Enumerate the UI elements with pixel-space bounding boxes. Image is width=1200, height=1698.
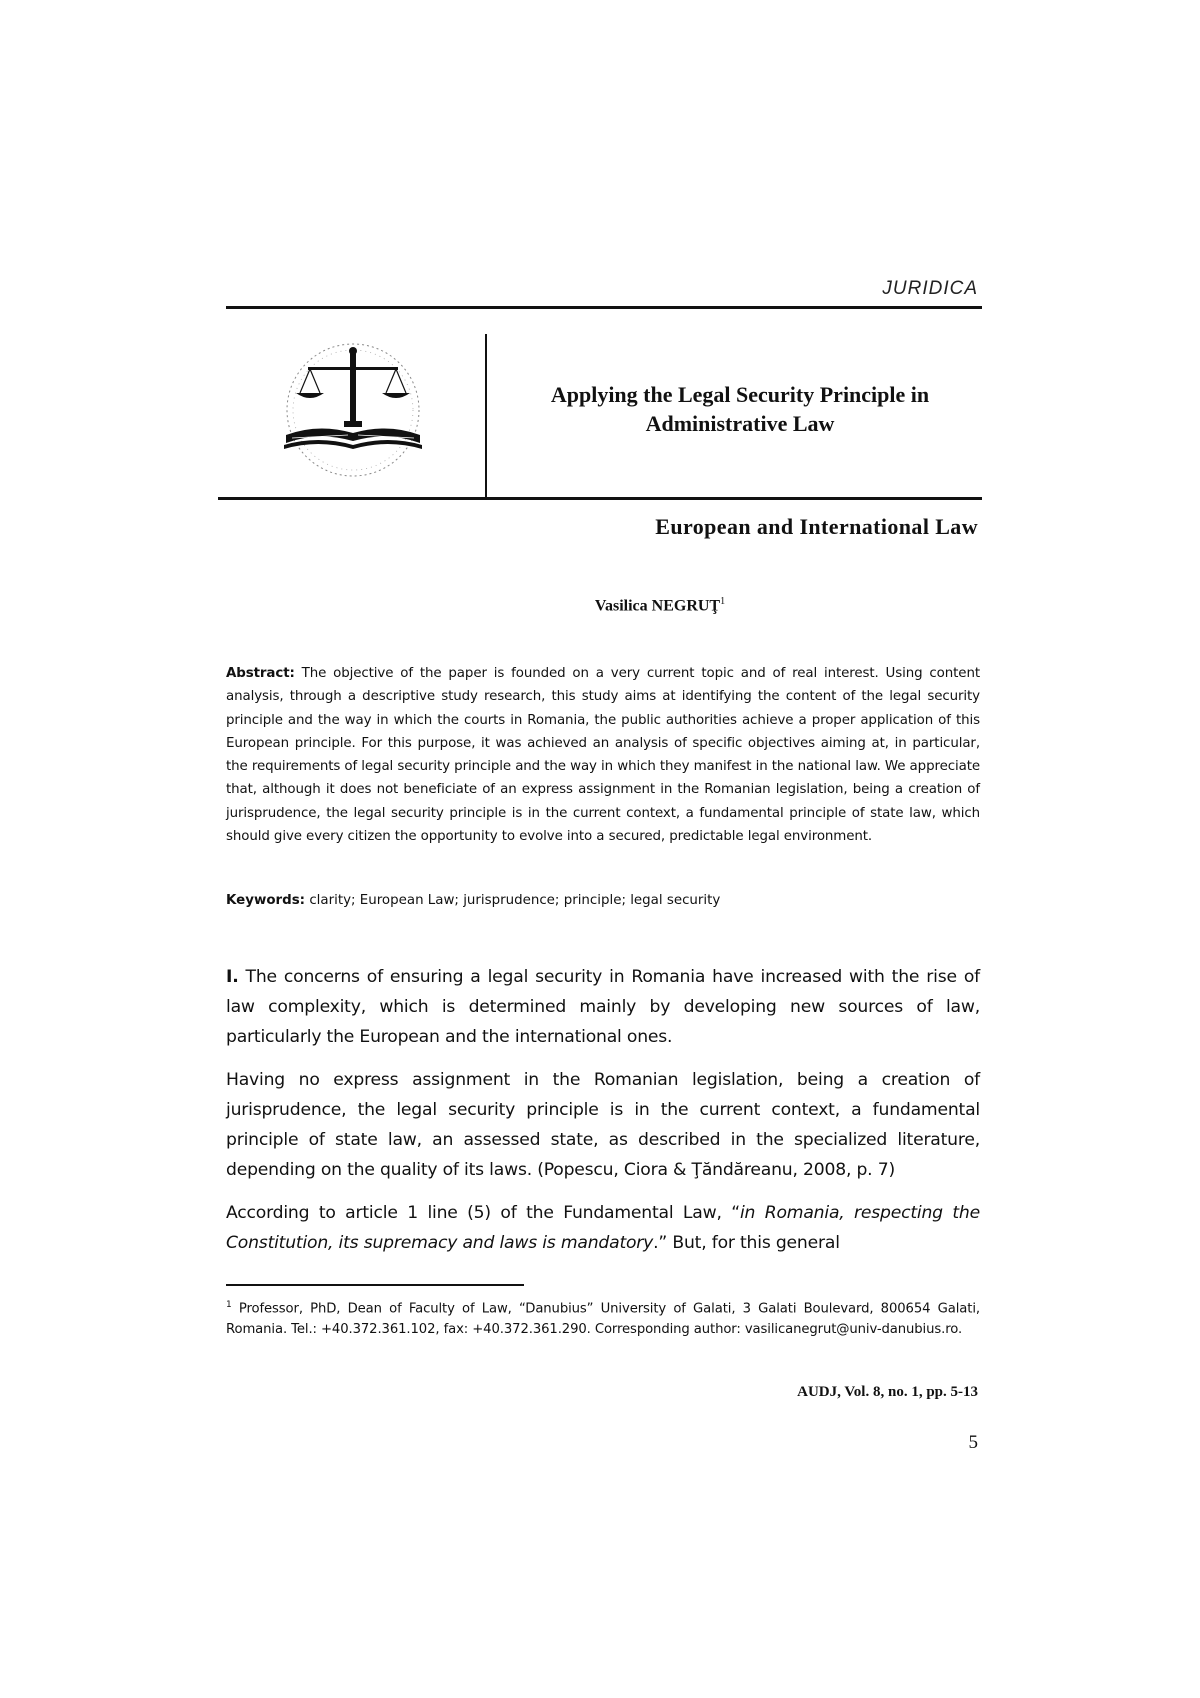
- footnote-ref: 1: [226, 1300, 232, 1310]
- journal-name: JURIDICA: [882, 278, 978, 299]
- author-line: [0, 596, 1200, 615]
- body-paragraph-1: [226, 962, 980, 1052]
- article-title-line1: Applying the Legal Security Principle in: [550, 382, 930, 407]
- scales-of-justice-icon: [278, 335, 428, 485]
- abstract-label: Abstract:: [226, 666, 295, 681]
- body-paragraph-2: [226, 1065, 980, 1185]
- author-name: Vasilica NEGRUŢ: [594, 597, 721, 615]
- article-title-line2: Administrative Law: [645, 411, 835, 436]
- abstract: [226, 662, 980, 848]
- body-paragraph-3: [226, 1198, 980, 1258]
- paragraph-3-end: .” But, for this general: [653, 1233, 840, 1253]
- journal-citation: AUDJ, Vol. 8, no. 1, pp. 5-13: [797, 1384, 978, 1400]
- section-heading: European and International Law: [655, 514, 978, 539]
- header-divider: [485, 334, 487, 497]
- paragraph-1-text: The concerns of ensuring a legal security in Romania have increased with the rise of law complexity, which is determined mainly by developing new sources of law, particularly the European and the international ones.: [226, 967, 980, 1047]
- page-number: 5: [968, 1432, 978, 1453]
- header-rule: [226, 306, 982, 309]
- section-marker: I.: [226, 967, 239, 987]
- paragraph-2-text: Having no express assignment in the Romanian legislation, being a creation of jurisprudence, the legal security principle is in the current context, a fundamental principle of state law, an assessed state, as described in the specialized literature, depending on the quality of its laws. (Popescu, Ciora & Ţăndăreanu, 2008, p. 7): [226, 1070, 980, 1180]
- abstract-text: The objective of the paper is founded on a very current topic and of real interest. Using content analysis, through a descriptive study research, this study aims at identifying the content of the legal security principle and the way in which the courts in Romania, the public authorities achieve a proper application of this European principle. For this purpose, it was achieved an analysis of specific objectives aiming at, in particular, the requirements of legal security principle and the way in which they manifest in the national law. We appreciate that, although it does not beneficiate of an express assignment in the Romanian legislation, being a creation of jurisprudence, the legal security principle is in the current context, a fundamental principle of state law, which should give every citizen the opportunity to evolve into a secured, predictable legal environment.: [226, 666, 980, 845]
- keywords-label: Keywords:: [226, 893, 306, 908]
- paragraph-3-start: According to article 1 line (5) of the Fundamental Law, “: [226, 1203, 740, 1223]
- section-rule: [218, 497, 982, 500]
- footnote: [226, 1295, 980, 1340]
- footnote-text: Professor, PhD, Dean of Faculty of Law, “Danubius” University of Galati, 3 Galati Boulevard, 800654 Galati, Romania. Tel.: +40.372.361.102, fax: +40.372.361.290. Corresponding author: vasilicanegrut@univ-danubius.ro.: [226, 1301, 980, 1338]
- keywords-text: clarity; European Law; jurisprudence; principle; legal security: [309, 893, 721, 908]
- keywords: [226, 891, 980, 911]
- footnote-rule: [226, 1284, 524, 1286]
- article-title: [500, 380, 980, 438]
- author-footnote-ref[interactable]: 1: [720, 596, 726, 607]
- constitution-quote: in Romania, respecting the Constitution, its supremacy and laws is mandatory: [226, 1203, 980, 1253]
